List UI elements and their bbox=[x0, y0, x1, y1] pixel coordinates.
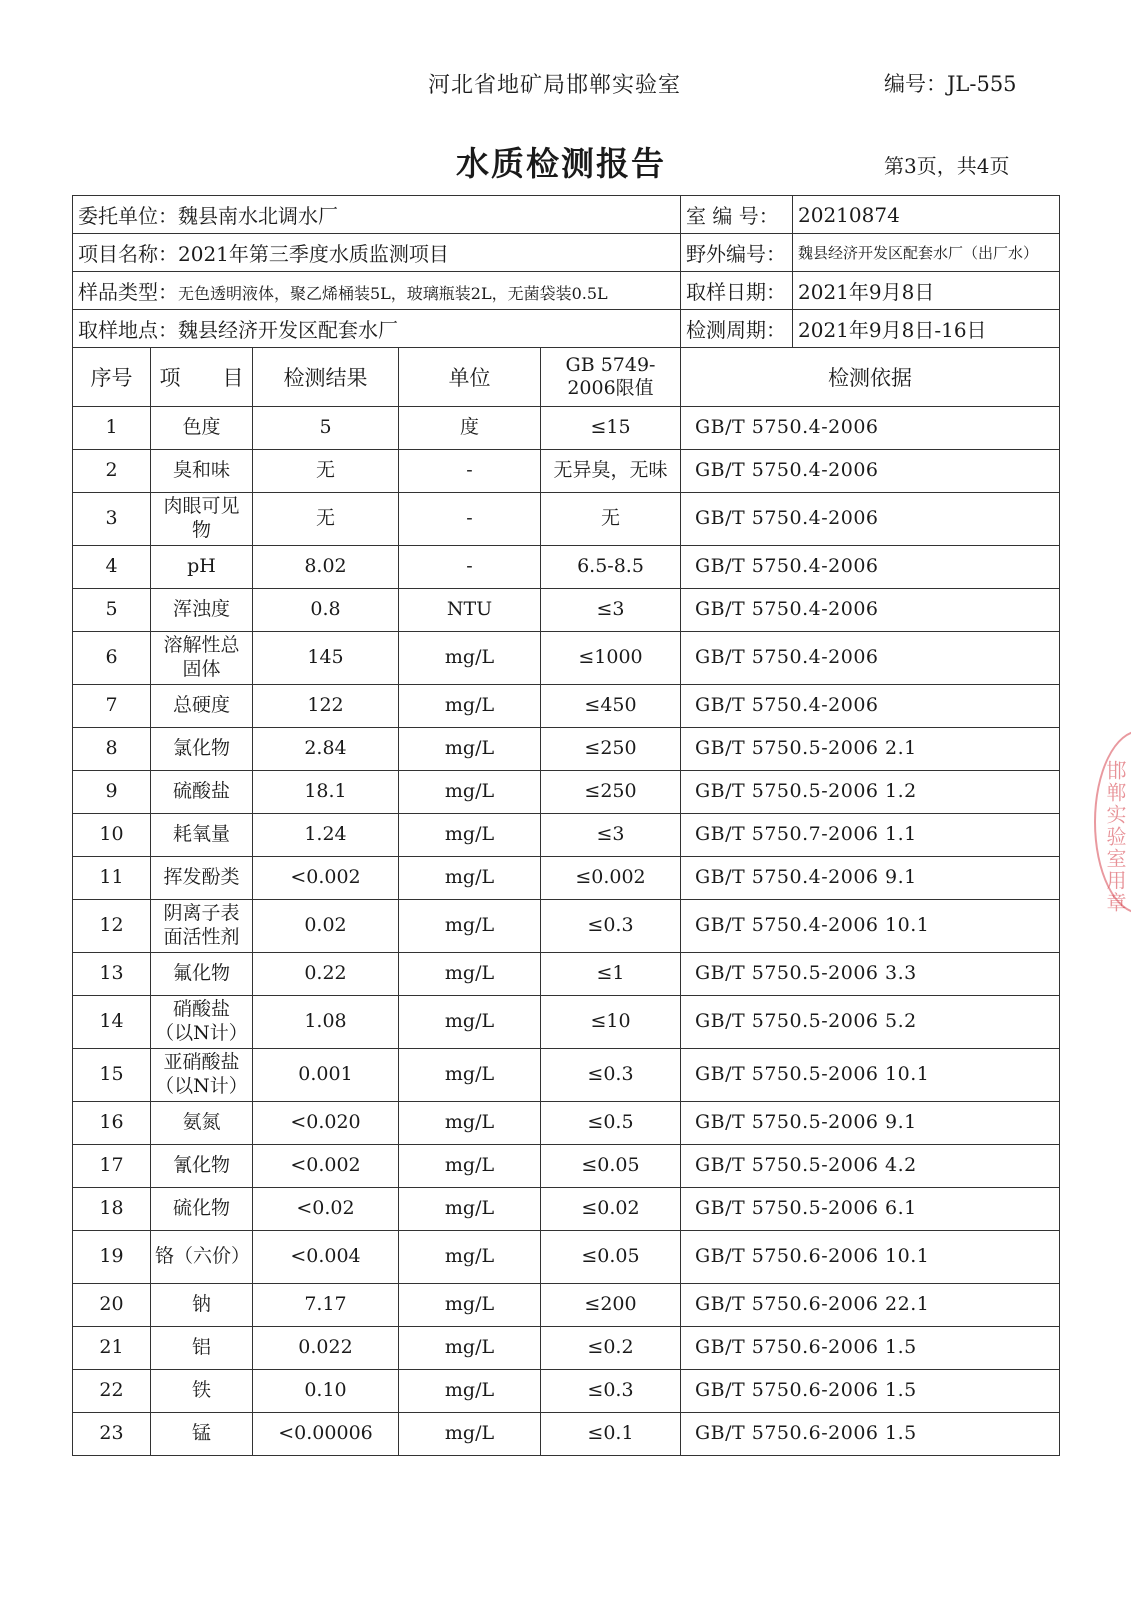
cell-item: 氟化物 bbox=[151, 953, 253, 996]
cell-no: 10 bbox=[73, 814, 151, 857]
cell-unit: mg/L bbox=[399, 728, 541, 771]
cell-no: 20 bbox=[73, 1284, 151, 1327]
cell-result: 0.8 bbox=[253, 589, 399, 632]
cell-item: 亚硝酸盐（以N计） bbox=[151, 1049, 253, 1102]
cell-limit: ≤0.5 bbox=[541, 1102, 681, 1145]
cell-basis: GB/T 5750.6-2006 22.1 bbox=[681, 1284, 1060, 1327]
location-label: 取样地点： bbox=[78, 318, 178, 342]
cell-limit: ≤250 bbox=[541, 728, 681, 771]
header-unit: 单位 bbox=[399, 348, 541, 407]
location-value: 魏县经济开发区配套水厂 bbox=[178, 318, 398, 342]
info-row-client bbox=[73, 196, 1060, 234]
cell-result: 145 bbox=[253, 632, 399, 685]
cell-result: 18.1 bbox=[253, 771, 399, 814]
header-result: 检测结果 bbox=[253, 348, 399, 407]
table-row bbox=[73, 685, 1060, 728]
cell-item: 铬（六价） bbox=[151, 1231, 253, 1284]
cell-limit: ≤0.02 bbox=[541, 1188, 681, 1231]
cell-item: 臭和味 bbox=[151, 450, 253, 493]
cell-limit: ≤1000 bbox=[541, 632, 681, 685]
cell-unit: mg/L bbox=[399, 1102, 541, 1145]
sampling-date-value: 2021年9月8日 bbox=[793, 272, 1060, 310]
cell-basis: GB/T 5750.4-2006 bbox=[681, 632, 1060, 685]
cell-no: 14 bbox=[73, 996, 151, 1049]
cell-result: 1.08 bbox=[253, 996, 399, 1049]
cell-limit: ≤0.002 bbox=[541, 857, 681, 900]
cell-basis: GB/T 5750.4-2006 bbox=[681, 685, 1060, 728]
cell-limit: 无 bbox=[541, 493, 681, 546]
cell-no: 21 bbox=[73, 1327, 151, 1370]
cell-result: <0.002 bbox=[253, 1145, 399, 1188]
cell-limit: ≤1 bbox=[541, 953, 681, 996]
cell-limit: ≤0.05 bbox=[541, 1231, 681, 1284]
cell-limit: ≤0.2 bbox=[541, 1327, 681, 1370]
cell-limit: ≤0.05 bbox=[541, 1145, 681, 1188]
cell-item: pH bbox=[151, 546, 253, 589]
cell-unit: - bbox=[399, 546, 541, 589]
cell-result: <0.004 bbox=[253, 1231, 399, 1284]
cell-result: <0.02 bbox=[253, 1188, 399, 1231]
cell-result: <0.00006 bbox=[253, 1413, 399, 1456]
table-row bbox=[73, 953, 1060, 996]
cell-limit: ≤200 bbox=[541, 1284, 681, 1327]
period-value: 2021年9月8日-16日 bbox=[793, 310, 1060, 348]
table-row bbox=[73, 450, 1060, 493]
cell-unit: mg/L bbox=[399, 996, 541, 1049]
cell-no: 5 bbox=[73, 589, 151, 632]
cell-result: 8.02 bbox=[253, 546, 399, 589]
project-label: 项目名称： bbox=[78, 242, 178, 266]
lab-name: 河北省地矿局邯郸实验室 bbox=[428, 73, 682, 98]
cell-item: 浑浊度 bbox=[151, 589, 253, 632]
cell-limit: ≤3 bbox=[541, 589, 681, 632]
cell-no: 16 bbox=[73, 1102, 151, 1145]
table-row bbox=[73, 1049, 1060, 1102]
cell-unit: mg/L bbox=[399, 1327, 541, 1370]
cell-basis: GB/T 5750.5-2006 1.2 bbox=[681, 771, 1060, 814]
cell-result: 7.17 bbox=[253, 1284, 399, 1327]
header-limit-line2: 2006限值 bbox=[567, 377, 654, 399]
cell-basis: GB/T 5750.6-2006 10.1 bbox=[681, 1231, 1060, 1284]
table-row bbox=[73, 1102, 1060, 1145]
cell-unit: mg/L bbox=[399, 1413, 541, 1456]
table-row bbox=[73, 1231, 1060, 1284]
info-row-location bbox=[73, 310, 1060, 348]
period-label: 检测周期： bbox=[681, 310, 793, 348]
cell-item: 硫酸盐 bbox=[151, 771, 253, 814]
table-row bbox=[73, 1188, 1060, 1231]
cell-item: 氰化物 bbox=[151, 1145, 253, 1188]
cell-unit: - bbox=[399, 493, 541, 546]
cell-no: 17 bbox=[73, 1145, 151, 1188]
project-cell bbox=[73, 234, 681, 272]
header-limit-line1: GB 5749- bbox=[565, 354, 656, 377]
results-table bbox=[72, 347, 1060, 1456]
cell-no: 19 bbox=[73, 1231, 151, 1284]
cell-basis: GB/T 5750.5-2006 5.2 bbox=[681, 996, 1060, 1049]
table-row bbox=[73, 546, 1060, 589]
cell-basis: GB/T 5750.4-2006 bbox=[681, 450, 1060, 493]
cell-item: 耗氧量 bbox=[151, 814, 253, 857]
cell-no: 13 bbox=[73, 953, 151, 996]
cell-basis: GB/T 5750.7-2006 1.1 bbox=[681, 814, 1060, 857]
cell-unit: mg/L bbox=[399, 1370, 541, 1413]
table-row bbox=[73, 1145, 1060, 1188]
cell-basis: GB/T 5750.5-2006 6.1 bbox=[681, 1188, 1060, 1231]
table-row bbox=[73, 632, 1060, 685]
cell-result: 0.02 bbox=[253, 900, 399, 953]
cell-limit: 无异臭，无味 bbox=[541, 450, 681, 493]
cell-result: 5 bbox=[253, 407, 399, 450]
cell-limit: ≤0.3 bbox=[541, 1370, 681, 1413]
header-limit bbox=[541, 348, 681, 407]
header-no: 序号 bbox=[73, 348, 151, 407]
table-row bbox=[73, 771, 1060, 814]
cell-no: 1 bbox=[73, 407, 151, 450]
cell-item: 钠 bbox=[151, 1284, 253, 1327]
cell-no: 12 bbox=[73, 900, 151, 953]
cell-unit: 度 bbox=[399, 407, 541, 450]
cell-item: 铁 bbox=[151, 1370, 253, 1413]
sample-type-value: 无色透明液体，聚乙烯桶装5L，玻璃瓶装2L，无菌袋装0.5L bbox=[178, 284, 608, 303]
field-no-value: 魏县经济开发区配套水厂（出厂水） bbox=[793, 234, 1060, 272]
table-row bbox=[73, 493, 1060, 546]
sample-type-label: 样品类型： bbox=[78, 280, 178, 304]
cell-unit: mg/L bbox=[399, 857, 541, 900]
cell-unit: mg/L bbox=[399, 1231, 541, 1284]
table-row bbox=[73, 1284, 1060, 1327]
cell-no: 11 bbox=[73, 857, 151, 900]
cell-unit: mg/L bbox=[399, 771, 541, 814]
cell-result: 2.84 bbox=[253, 728, 399, 771]
table-row bbox=[73, 900, 1060, 953]
sampling-date-label: 取样日期： bbox=[681, 272, 793, 310]
cell-limit: ≤10 bbox=[541, 996, 681, 1049]
results-body bbox=[73, 407, 1060, 1456]
cell-limit: ≤3 bbox=[541, 814, 681, 857]
cell-no: 6 bbox=[73, 632, 151, 685]
cell-item: 色度 bbox=[151, 407, 253, 450]
cell-unit: mg/L bbox=[399, 1049, 541, 1102]
table-row bbox=[73, 814, 1060, 857]
cell-item: 硫化物 bbox=[151, 1188, 253, 1231]
cell-unit: mg/L bbox=[399, 814, 541, 857]
cell-unit: mg/L bbox=[399, 1284, 541, 1327]
location-cell bbox=[73, 310, 681, 348]
cell-item: 总硬度 bbox=[151, 685, 253, 728]
cell-unit: mg/L bbox=[399, 685, 541, 728]
cell-no: 22 bbox=[73, 1370, 151, 1413]
cell-no: 3 bbox=[73, 493, 151, 546]
cell-item: 锰 bbox=[151, 1413, 253, 1456]
cell-basis: GB/T 5750.4-2006 bbox=[681, 546, 1060, 589]
table-row bbox=[73, 407, 1060, 450]
cell-result: 0.001 bbox=[253, 1049, 399, 1102]
cell-result: <0.002 bbox=[253, 857, 399, 900]
table-row bbox=[73, 1370, 1060, 1413]
cell-result: 122 bbox=[253, 685, 399, 728]
cell-item: 肉眼可见物 bbox=[151, 493, 253, 546]
lab-seal-text: 邯郸实验室用章 bbox=[1103, 760, 1127, 914]
client-label: 委托单位： bbox=[78, 204, 178, 228]
cell-no: 4 bbox=[73, 546, 151, 589]
table-row bbox=[73, 589, 1060, 632]
sample-type-cell bbox=[73, 272, 681, 310]
cell-limit: ≤0.1 bbox=[541, 1413, 681, 1456]
cell-result: 无 bbox=[253, 450, 399, 493]
report-code: 编号：JL-555 bbox=[884, 72, 1017, 96]
cell-result: 0.022 bbox=[253, 1327, 399, 1370]
table-row bbox=[73, 1327, 1060, 1370]
cell-item: 硝酸盐（以N计） bbox=[151, 996, 253, 1049]
field-no-label: 野外编号： bbox=[681, 234, 793, 272]
cell-limit: ≤0.3 bbox=[541, 900, 681, 953]
cell-unit: mg/L bbox=[399, 632, 541, 685]
lab-no-value: 20210874 bbox=[793, 196, 1060, 234]
cell-basis: GB/T 5750.6-2006 1.5 bbox=[681, 1327, 1060, 1370]
info-row-sample-type bbox=[73, 272, 1060, 310]
cell-limit: ≤450 bbox=[541, 685, 681, 728]
client-cell bbox=[73, 196, 681, 234]
table-row bbox=[73, 728, 1060, 771]
cell-unit: mg/L bbox=[399, 1145, 541, 1188]
header-basis: 检测依据 bbox=[681, 348, 1060, 407]
cell-unit: mg/L bbox=[399, 1188, 541, 1231]
cell-limit: ≤250 bbox=[541, 771, 681, 814]
cell-limit: ≤15 bbox=[541, 407, 681, 450]
cell-no: 9 bbox=[73, 771, 151, 814]
cell-no: 23 bbox=[73, 1413, 151, 1456]
table-row bbox=[73, 1413, 1060, 1456]
cell-no: 2 bbox=[73, 450, 151, 493]
cell-item: 挥发酚类 bbox=[151, 857, 253, 900]
cell-limit: ≤0.3 bbox=[541, 1049, 681, 1102]
cell-basis: GB/T 5750.4-2006 9.1 bbox=[681, 857, 1060, 900]
cell-unit: mg/L bbox=[399, 953, 541, 996]
cell-item: 阴离子表面活性剂 bbox=[151, 900, 253, 953]
cell-basis: GB/T 5750.6-2006 1.5 bbox=[681, 1370, 1060, 1413]
report-title: 水质检测报告 bbox=[456, 144, 666, 183]
cell-unit: - bbox=[399, 450, 541, 493]
cell-result: 无 bbox=[253, 493, 399, 546]
cell-basis: GB/T 5750.4-2006 bbox=[681, 493, 1060, 546]
cell-no: 15 bbox=[73, 1049, 151, 1102]
cell-basis: GB/T 5750.5-2006 2.1 bbox=[681, 728, 1060, 771]
page-indicator: 第3页，共4页 bbox=[884, 154, 1010, 178]
cell-basis: GB/T 5750.4-2006 bbox=[681, 589, 1060, 632]
cell-basis: GB/T 5750.5-2006 9.1 bbox=[681, 1102, 1060, 1145]
table-row bbox=[73, 857, 1060, 900]
client-value: 魏县南水北调水厂 bbox=[178, 204, 338, 228]
project-value: 2021年第三季度水质监测项目 bbox=[178, 242, 449, 266]
cell-limit: 6.5-8.5 bbox=[541, 546, 681, 589]
cell-basis: GB/T 5750.4-2006 bbox=[681, 407, 1060, 450]
cell-item: 氯化物 bbox=[151, 728, 253, 771]
cell-result: 0.22 bbox=[253, 953, 399, 996]
cell-basis: GB/T 5750.5-2006 4.2 bbox=[681, 1145, 1060, 1188]
cell-basis: GB/T 5750.5-2006 10.1 bbox=[681, 1049, 1060, 1102]
cell-result: <0.020 bbox=[253, 1102, 399, 1145]
cell-no: 7 bbox=[73, 685, 151, 728]
cell-result: 0.10 bbox=[253, 1370, 399, 1413]
cell-basis: GB/T 5750.4-2006 10.1 bbox=[681, 900, 1060, 953]
info-row-project bbox=[73, 234, 1060, 272]
cell-no: 18 bbox=[73, 1188, 151, 1231]
cell-item: 铝 bbox=[151, 1327, 253, 1370]
cell-basis: GB/T 5750.6-2006 1.5 bbox=[681, 1413, 1060, 1456]
cell-unit: NTU bbox=[399, 589, 541, 632]
cell-result: 1.24 bbox=[253, 814, 399, 857]
header-item: 项 目 bbox=[151, 348, 253, 407]
cell-item: 氨氮 bbox=[151, 1102, 253, 1145]
cell-no: 8 bbox=[73, 728, 151, 771]
cell-basis: GB/T 5750.5-2006 3.3 bbox=[681, 953, 1060, 996]
table-row bbox=[73, 996, 1060, 1049]
cell-item: 溶解性总固体 bbox=[151, 632, 253, 685]
results-header-row bbox=[73, 348, 1060, 407]
cell-unit: mg/L bbox=[399, 900, 541, 953]
lab-no-label: 室 编 号： bbox=[681, 196, 793, 234]
info-table bbox=[72, 195, 1060, 348]
